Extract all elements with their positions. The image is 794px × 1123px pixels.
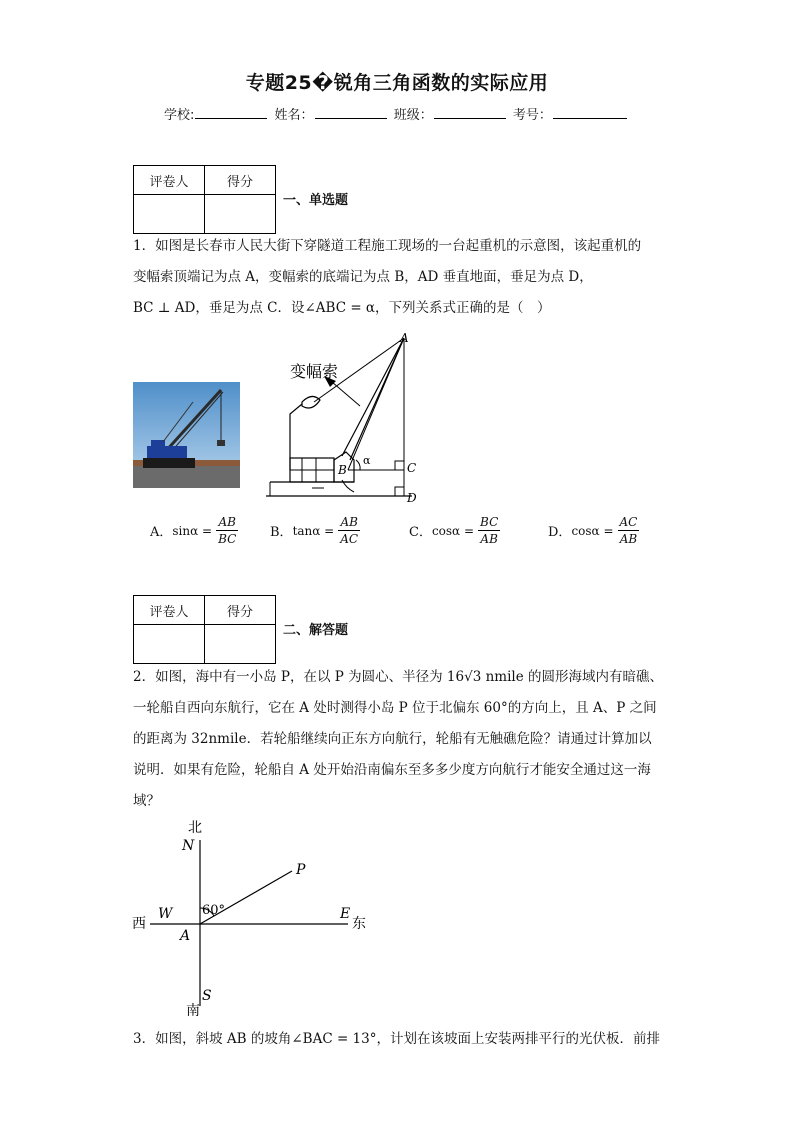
label-A: A (400, 331, 409, 345)
score-header: 得分 (205, 166, 276, 195)
label-B: B (338, 463, 347, 477)
option-C-den: AB (480, 532, 498, 546)
crane-diagram (262, 330, 422, 505)
option-C-num: BC (480, 515, 499, 529)
name-label: 姓名： (274, 108, 314, 123)
boom-line (342, 338, 404, 456)
option-B[interactable] (270, 514, 360, 547)
q2-line-2: 一轮船自西向东航行，它在 A 处时测得小岛 P 位于北偏东 60°的方向上，且 A、P 之间 (133, 700, 657, 716)
option-A-num: AB (218, 515, 236, 529)
option-D[interactable] (548, 514, 639, 547)
label-E: E (340, 906, 351, 922)
option-A-letter: A． (150, 525, 173, 540)
label-west-cn: 西 (132, 916, 146, 932)
section-title-answer: 二、解答题 (283, 623, 349, 638)
label-S: S (202, 988, 212, 1004)
option-B-fn: tanα = (292, 523, 335, 538)
grader-header-2: 评卷人 (134, 596, 205, 625)
school-label: 学校: (164, 108, 195, 123)
class-blank[interactable] (434, 106, 506, 119)
label-P: P (296, 862, 306, 878)
grader-cell-2[interactable] (134, 625, 205, 664)
label-alpha: α (363, 454, 371, 467)
school-blank[interactable] (195, 106, 267, 119)
label-angle-60: 60° (202, 903, 226, 918)
q1-line-3: BC ⊥ AD，垂足为点 C．设∠ABC = α，下列关系式正确的是（ ） (133, 300, 551, 316)
option-C-fn: cosα = (431, 523, 475, 538)
question-3-text (133, 1024, 663, 1055)
class-label: 班级： (393, 108, 433, 123)
q2-line-3: 的距离为 32nmile．若轮船继续向正东方向航行，轮船有无触礁危险？请通过计算加以 (133, 731, 652, 747)
option-D-letter: D． (548, 525, 572, 540)
q3-line-1: 3．如图，斜坡 AB 的坡角∠BAC = 13°，计划在该坡面上安装两排平行的光伏板．前排 (133, 1031, 660, 1047)
section-title-single-choice: 一、单选题 (283, 193, 349, 208)
option-A[interactable] (150, 514, 238, 547)
score-table-2 (133, 595, 276, 664)
student-info-line (164, 104, 630, 123)
grader-cell[interactable] (134, 195, 205, 234)
label-N: N (182, 838, 195, 854)
option-D-num: AC (619, 515, 638, 529)
q1-line-2: 变幅索顶端记为点 A，变幅索的底端记为点 B，AD 垂直地面，垂足为点 D， (133, 269, 593, 285)
q1-line-1: 1．如图是长春市人民大街下穿隧道工程施工现场的一台起重机的示意图，该起重机的 (133, 238, 642, 254)
option-A-den: BC (218, 532, 237, 546)
q2-line-4: 说明．如果有危险，轮船自 A 处开始沿南偏东至多多少度方向航行才能安全通过这一海 (133, 762, 651, 778)
label-cable: 变幅索 (290, 362, 339, 381)
q2-line-5: 域？ (133, 793, 160, 809)
option-B-num: AB (340, 515, 358, 529)
label-D: D (407, 491, 417, 505)
option-A-fn: sinα = (172, 523, 213, 538)
crane-photo (133, 382, 240, 488)
label-north-cn: 北 (188, 820, 202, 836)
label-W: W (158, 906, 173, 922)
option-B-den: AC (340, 532, 359, 546)
label-south-cn: 南 (186, 1003, 200, 1016)
label-east-cn: 东 (352, 916, 366, 932)
option-C-letter: C． (409, 525, 432, 540)
exam-number-blank[interactable] (553, 106, 627, 119)
compass-diagram (128, 816, 378, 1016)
score-cell[interactable] (205, 195, 276, 234)
score-header-2: 得分 (205, 596, 276, 625)
score-table-1 (133, 165, 276, 234)
option-D-den: AB (619, 532, 638, 546)
label-A-point: A (180, 928, 191, 944)
option-C[interactable] (409, 514, 500, 547)
exam-number-label: 考号： (512, 108, 552, 123)
score-cell-2[interactable] (205, 625, 276, 664)
label-C: C (407, 461, 417, 475)
page-title: 专题25�锐角三角函数的实际应用 (245, 72, 549, 94)
option-D-fn: cosα = (571, 523, 614, 538)
q2-line-1: 2．如图，海中有一小岛 P，在以 P 为圆心、半径为 16√3 nmile 的圆形海域内有暗礁、 (133, 669, 663, 685)
question-1-text (133, 231, 663, 324)
option-B-letter: B． (270, 525, 293, 540)
name-blank[interactable] (315, 106, 387, 119)
question-2-text (133, 662, 663, 817)
grader-header: 评卷人 (134, 166, 205, 195)
